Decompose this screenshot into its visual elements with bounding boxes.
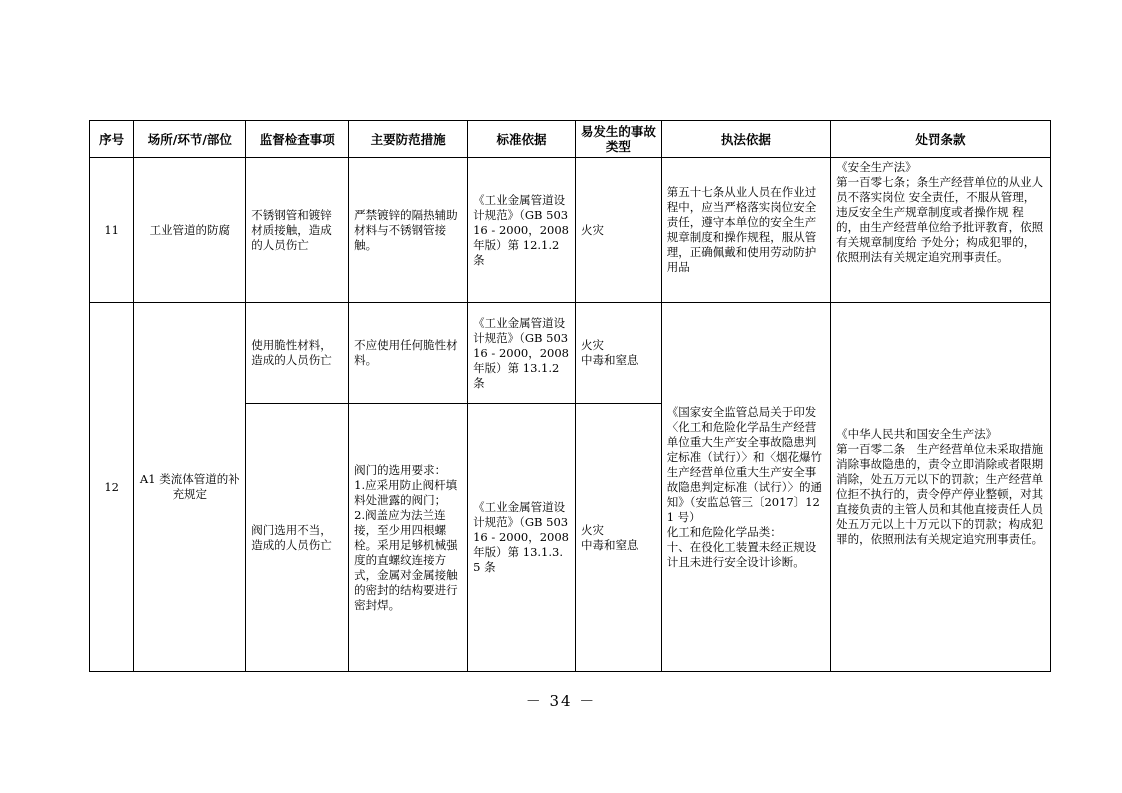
row-measure: 阀门的选用要求： 1.应采用防止阀杆填料处泄露的阀门； 2.阀盖应为法兰连接，至少用四根螺栓。采用足够机械强度的直螺纹连接方式，金属对金属接触的密封的结构要进行密封焊。 [349,404,468,672]
row-no: 11 [90,158,134,303]
row-item: 使用脆性材料，造成的人员伤亡 [246,303,349,404]
row-accident: 火灾 中毒和窒息 [576,404,662,672]
row-accident: 火灾 中毒和窒息 [576,303,662,404]
row-law: 第五十七条从业人员在作业过程中，应当严格落实岗位安全责任，遵守本单位的安全生产规章制度和操作规程，服从管理，正确佩戴和使用劳动防护用品 [661,158,830,303]
header-penalty: 处罚条款 [831,121,1051,158]
header-item: 监督检查事项 [246,121,349,158]
row-item: 阀门选用不当，造成的人员伤亡 [246,404,349,672]
page-number: － 34 － [525,692,597,710]
header-measure: 主要防范措施 [349,121,468,158]
row-penalty: 《中华人民共和国安全生产法》 第一百零二条 生产经营单位未采取措施消除事故隐患的，责令立即消除或者限期消除，处五万元以下的罚款；生产经营单位拒不执行的，责令停产停业整顿，对其直接负责的主管人员和其他直接责任人员处五万元以上十万元以下的罚款；构成犯罪的，依照刑法有关规定追究刑事责任。 [831,303,1051,672]
table-row [90,158,1051,303]
row-penalty: 《安全生产法》 第一百零七条；条生产经营单位的从业人员不落实岗位 安全责任，不服从管理，违反安全生产规章制度或者操作规 程的，由生产经营单位给予批评教育，依照有关规章制度给 予处分；构成犯罪的，依照刑法有关规定追究刑事责任。 [831,158,1051,303]
header-accident: 易发生的事故类型 [576,121,662,158]
row-law: 《国家安全监管总局关于印发〈化工和危险化学品生产经营单位重大生产安全事故隐患判定标准（试行）〉和〈烟花爆竹生产经营单位重大生产安全事故隐患判定标准（试行）〉的通知》（安监总管三〔2017〕121 号） 化工和危险化学品类： 十、在役化工装置未经正规设计且未进行安全设计诊断。 [661,303,830,672]
header-place: 场所/环节/部位 [134,121,246,158]
row-no: 12 [90,303,134,672]
header-law: 执法依据 [661,121,830,158]
row-place: 工业管道的防腐 [134,158,246,303]
row-place: A1 类流体管道的补充规定 [134,303,246,672]
row-item: 不锈钢管和镀锌材质接触，造成的人员伤亡 [246,158,349,303]
inspection-table [89,120,1051,672]
header-row [90,121,1051,158]
table-row [90,303,1051,404]
row-standard: 《工业金属管道设计规范》（GB 50316 - 2000，2008 年版）第 12.1.2 条 [468,158,576,303]
row-standard: 《工业金属管道设计规范》（GB 50316 - 2000，2008 年版）第 13.1.2 条 [468,303,576,404]
header-no: 序号 [90,121,134,158]
row-standard: 《工业金属管道设计规范》（GB 50316 - 2000，2008 年版）第 13.1.3.5 条 [468,404,576,672]
header-standard: 标准依据 [468,121,576,158]
row-measure: 不应使用任何脆性材料。 [349,303,468,404]
row-measure: 严禁镀锌的隔热辅助材料与不锈钢管接触。 [349,158,468,303]
row-accident: 火灾 [576,158,662,303]
